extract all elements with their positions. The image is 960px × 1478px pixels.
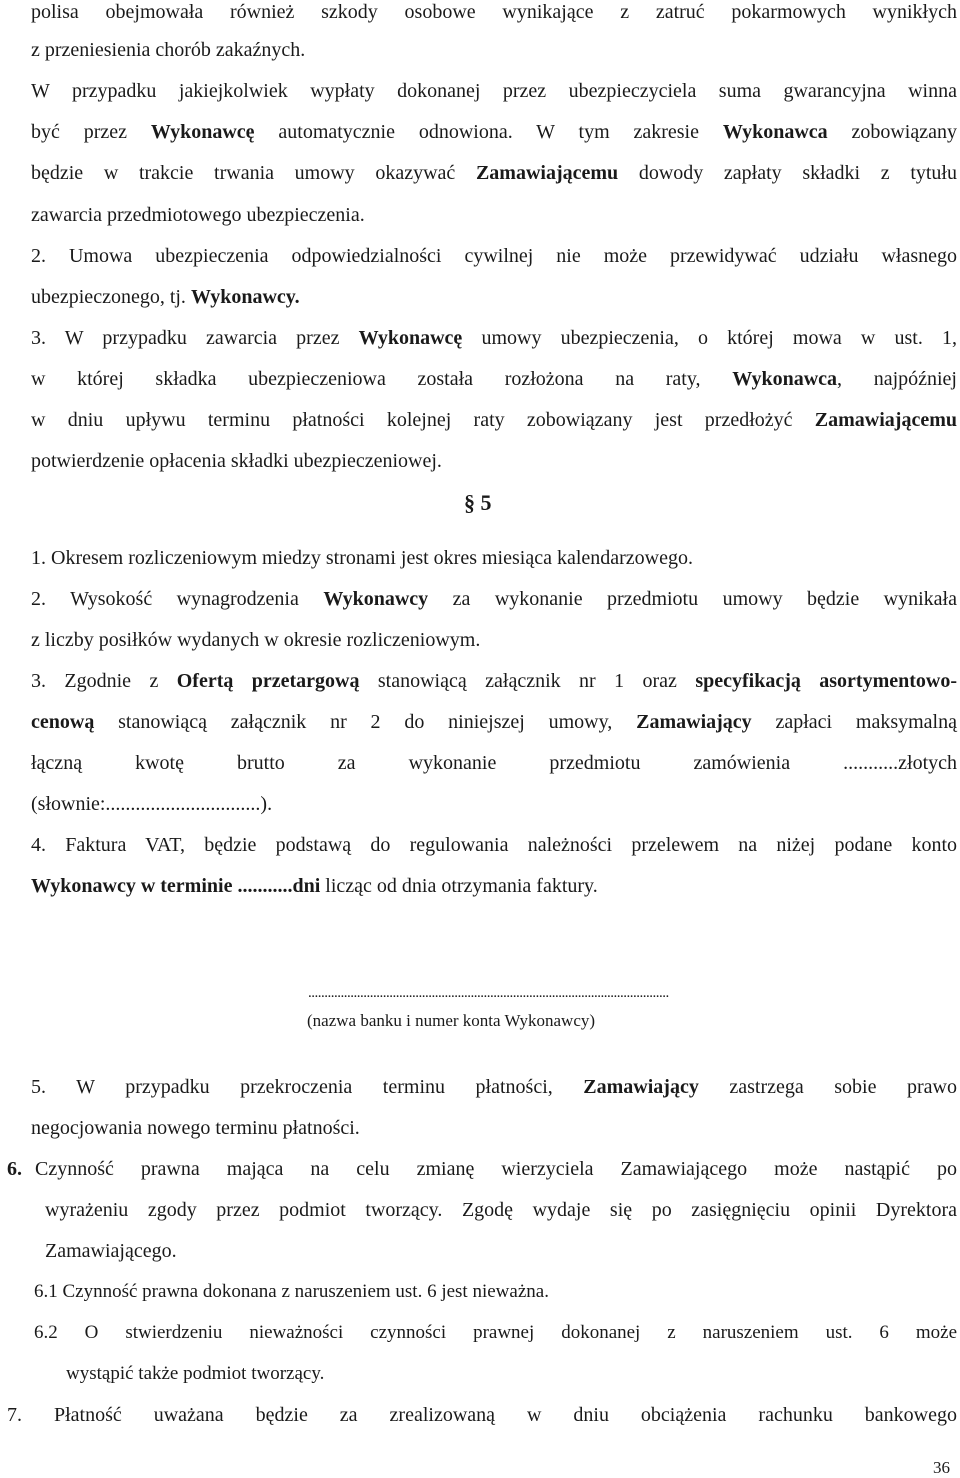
item2-line-2 (31, 287, 300, 307)
bold-term: Wykonawcę (150, 121, 255, 143)
bold-term: Zamawiający (636, 711, 752, 733)
s5-item4-line-1: 4. Faktura VAT, będzie podstawą do regulowania należności przelewem na niżej podane konto (31, 834, 957, 856)
intro-line-4 (31, 122, 957, 142)
section-heading: § 5 (464, 490, 492, 515)
bold-term: Wykonawcy. (190, 286, 300, 308)
bold-term: cenową (31, 711, 95, 733)
bank-account-dots: ............................................................................................................... (308, 986, 669, 1001)
item3-line-4: potwierdzenie opłacenia składki ubezpieczeniowej. (31, 450, 442, 472)
item3-line-3 (31, 410, 957, 430)
intro-line-3: W przypadku jakiejkolwiek wypłaty dokonanej przez ubezpieczyciela suma gwarancyjna winna (31, 80, 957, 102)
item3-line-2 (31, 369, 957, 389)
s5-item6-line-3: Zamawiającego. (45, 1240, 177, 1262)
intro-line-5 (31, 163, 957, 183)
s5-item3-line-1 (31, 671, 957, 691)
bold-term: Zamawiający (583, 1076, 699, 1098)
s5-item6-sub1: 6.1 Czynność prawna dokonana z naruszeniem ust. 6 jest nieważna. (34, 1281, 549, 1302)
text-fragment: w dniu upływu terminu płatności kolejnej raty zobowiązany jest przedłożyć (31, 409, 815, 431)
text-fragment: , najpóźniej (837, 368, 957, 390)
text-fragment: być przez (31, 121, 151, 143)
text-fragment: 3. W przypadku zawarcia przez (31, 327, 359, 349)
s5-item6-line-1: Czynność prawna mająca na celu zmianę wierzyciela Zamawiającego może nastąpić po (35, 1158, 957, 1180)
s5-item3-line-2 (31, 712, 957, 732)
page-number: 36 (933, 1458, 950, 1477)
s5-item1: 1. Okresem rozliczeniowym miedzy stronami jest okres miesiąca kalendarzowego. (31, 547, 693, 569)
s5-item6-sub2-line-2: wystąpić także podmiot tworzący. (66, 1363, 325, 1384)
text-fragment: stanowiącą załącznik nr 1 oraz (359, 670, 696, 692)
bank-account-label: (nazwa banku i numer konta Wykonawcy) (307, 1011, 596, 1030)
bold-term: Wykonawcy (323, 588, 429, 610)
bold-term: specyfikacją asortymentowo- (695, 670, 958, 692)
text-fragment: zapłaci maksymalną (751, 711, 957, 733)
bold-term: Zamawiającemu (814, 409, 957, 431)
text-fragment: zastrzega sobie prawo (698, 1076, 957, 1098)
text-fragment: w której składka ubezpieczeniowa została rozłożona na raty, (31, 368, 733, 390)
intro-line-2: z przeniesienia chorób zakaźnych. (31, 39, 306, 61)
s5-item2-line-1 (31, 589, 957, 609)
s5-item2-line-2: z liczby posiłków wydanych w okresie rozliczeniowym. (31, 629, 481, 651)
text-fragment: za wykonanie przedmiotu umowy będzie wynikała (428, 588, 957, 610)
text-fragment: 2. Wysokość wynagrodzenia (31, 588, 324, 610)
text-fragment: umowy ubezpieczenia, o której mowa w ust. 1, (462, 327, 957, 349)
bold-term: Wykonawca (722, 121, 828, 143)
bold-term: Ofertą przetargową (176, 670, 360, 692)
text-fragment: ubezpieczonego, tj. (31, 286, 191, 308)
s5-item3-line-3: łączną kwotę brutto za wykonanie przedmiotu zamówienia ...........złotych (31, 752, 957, 774)
s5-item3-line-4: (słownie:...............................). (31, 793, 273, 815)
text-fragment: automatycznie odnowiona. W tym zakresie (254, 121, 723, 143)
text-fragment: będzie w trakcie trwania umowy okazywać (31, 162, 476, 184)
intro-line-6: zawarcia przedmiotowego ubezpieczenia. (31, 204, 365, 226)
s5-item6-sub2-line-1: 6.2 O stwierdzeniu nieważności czynności prawnej dokonanej z naruszeniem ust. 6 może (34, 1322, 957, 1343)
text-fragment: 3. Zgodnie z (31, 670, 177, 692)
text-fragment: dowody zapłaty składki z tytułu (618, 162, 957, 184)
bold-term: Wykonawcę (358, 327, 463, 349)
s5-item5-line-2: negocjowania nowego terminu płatności. (31, 1117, 360, 1139)
text-fragment: zobowiązany (827, 121, 957, 143)
text-fragment: licząc od dnia otrzymania faktury. (320, 875, 598, 897)
s5-item4-line-2 (31, 876, 598, 896)
s5-item6-number: 6. (7, 1158, 22, 1180)
text-fragment: stanowiącą załącznik nr 2 do niniejszej umowy, (94, 711, 637, 733)
bold-term: Wykonawcy w terminie ...........dni (31, 875, 321, 897)
bold-term: Zamawiającemu (475, 162, 619, 184)
intro-line-1: polisa obejmowała również szkody osobowe wynikające z zatruć pokarmowych wynikłych (31, 1, 957, 23)
text-fragment: 5. W przypadku przekroczenia terminu płatności, (31, 1076, 584, 1098)
item2-line-1: 2. Umowa ubezpieczenia odpowiedzialności cywilnej nie może przewidywać udziału własnego (31, 245, 957, 267)
s5-item6-line-2: wyrażeniu zgody przez podmiot tworzący. Zgodę wydaje się po zasięgnięciu opinii Dyrektora (45, 1199, 957, 1221)
bold-term: Wykonawca (732, 368, 838, 390)
s5-item7-line-1: 7. Płatność uważana będzie za zrealizowaną w dniu obciążenia rachunku bankowego (7, 1404, 957, 1426)
s5-item5-line-1 (31, 1077, 957, 1097)
item3-line-1 (31, 328, 957, 348)
